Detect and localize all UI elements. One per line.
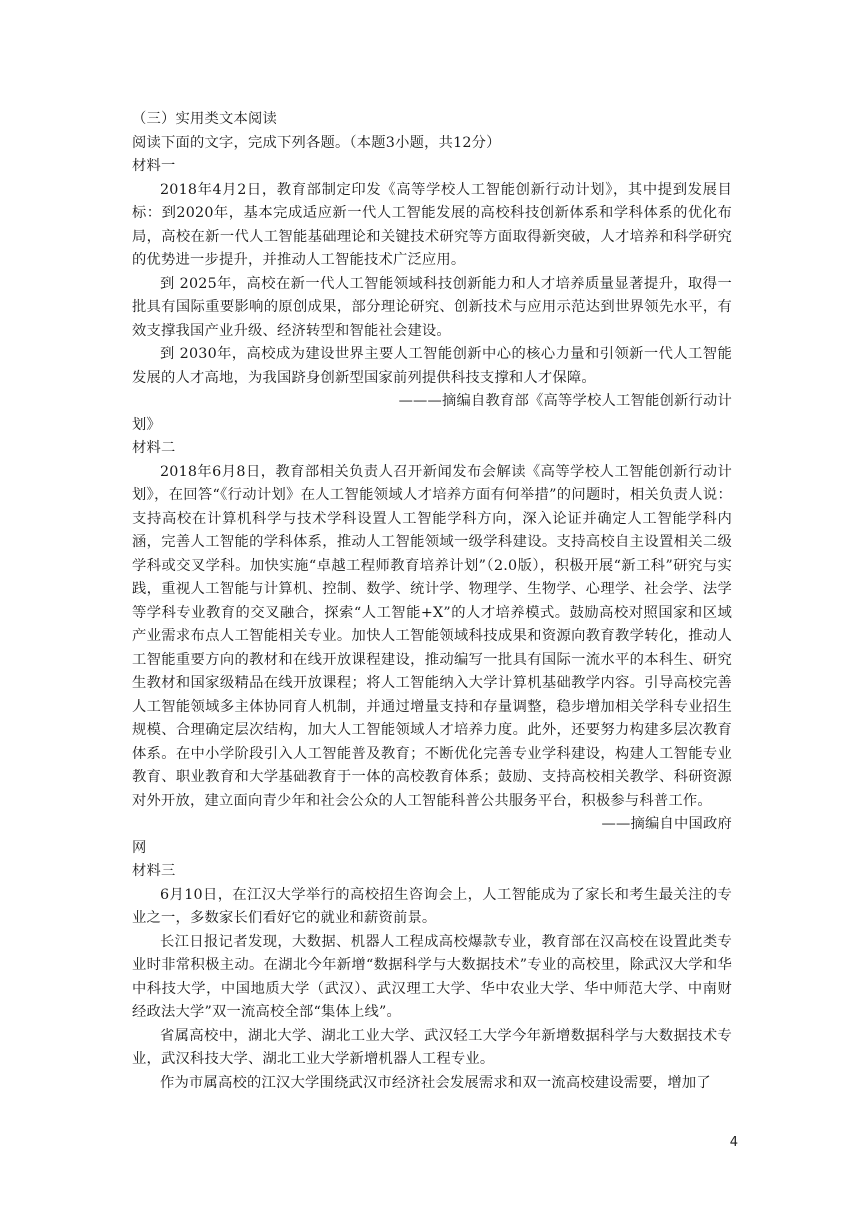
document-body [132,108,732,1095]
material-2-heading: 材料二 [132,440,176,456]
material-3-paragraph: 长江日报记者发现，大数据、机器人工程成高校爆款专业，教育部在汉高校在设置此类专业时非常积极主动。在湖北今年新增“数据科学与大数据技术”专业的高校里，除武汉大学和华中科技大学，中国地质大学（武汉）、武汉理工大学、华中农业大学、华中师范大学、中南财经政法大学”双一流高校全部“集体上线”。 [132,933,732,1020]
material-1-paragraph: 到 2025年，高校在新一代人工智能领域科技创新能力和人才培养质量显著提升，取得一批具有国际重要影响的原创成果，部分理论研究、创新技术与应用示范达到世界领先水平，有效支撑我国产业升级、经济转型和智能社会建设。 [132,275,732,339]
material-1-source-continued: 划》 [132,416,161,433]
material-1-paragraph: 2018年4月2日，教育部制定印发《高等学校人工智能创新行动计划》，其中提到发展目标：到2020年，基本完成适应新一代人工智能发展的高校科技创新体系和学科体系的优化布局，高校在新一代人工智能基础理论和关键技术研究等方面取得新突破，人才培养和科学研究的优势进一步提升，并推动人工智能技术广泛应用。 [132,181,732,268]
material-2-source-continued: 网 [132,839,147,856]
material-3-paragraph: 省属高校中，湖北大学、湖北工业大学、武汉轻工大学今年新增数据科学与大数据技术专业，武汉科技大学、湖北工业大学新增机器人工程专业。 [132,1027,732,1067]
instruction-text: 阅读下面的文字，完成下列各题。（本题3小题，共12分） [132,134,501,151]
material-3-heading: 材料三 [132,863,176,879]
material-3-paragraph: 作为市属高校的江汉大学围绕武汉市经济社会发展需求和双一流高校建设需要，增加了 [160,1074,711,1091]
material-2-paragraph: 2018年6月8日，教育部相关负责人召开新闻发布会解读《高等学校人工智能创新行动计划》，在回答“《行动计划》在人工智能领域人才培养方面有何举措”的问题时，相关负责人说：支持高校在计算机科学与技术学科设置人工智能学科方向，深入论证并确定人工智能学科内涵，完善人工智能的学科体系，推动人工智能领域一级学科建设。支持高校自主设置相关二级学科或交叉学科。加快实施“卓越工程师教育培养计划”（2.0版），积极开展“新工科”研究与实践，重视人工智能与计算机、控制、数学、统计学、物理学、生物学、心理学、社会学、法学等学科专业教育的交叉融合，探索“人工智能+X”的人才培养模式。鼓励高校对照国家和区域产业需求布点人工智能相关专业。加快人工智能领域科技成果和资源向教育教学转化，推动人工智能重要方向的教材和在线开放课程建设，推动编写一批具有国际一流水平的本科生、研究生教材和国家级精品在线开放课程；将人工智能纳入大学计算机基础教学内容。引导高校完善人工智能领域多主体协同育人机制，并通过增量支持和存量调整，稳步增加相关学科专业招生规模、合理确定层次结构，加大人工智能领域人才培养力度。此外，还要努力构建多层次教育体系。在中小学阶段引入人工智能普及教育；不断优化完善专业学科建设，构建人工智能专业教育、职业教育和大学基础教育于一体的高校教育体系；鼓励、支持高校相关教学、科研资源对外开放，建立面向青少年和社会公众的人工智能科普公共服务平台，积极参与科普工作。 [132,463,732,809]
material-2-source: ——摘编自中国政府 [601,816,732,832]
material-1-paragraph: 到 2030年，高校成为建设世界主要人工智能创新中心的核心力量和引领新一代人工智能发展的人才高地，为我国跻身创新型国家前列提供科技支撑和人才保障。 [132,346,732,386]
material-1-source: ———摘编自教育部《高等学校人工智能创新行动计 [398,393,732,409]
page-number: 4 [729,1135,738,1150]
material-3-paragraph: 6月10日，在江汉大学举行的高校招生咨询会上，人工智能成为了家长和考生最关注的专业之一，多数家长们看好它的就业和薪资前景。 [132,886,732,926]
section-title: （三）实用类文本阅读 [132,111,277,127]
material-1-heading: 材料一 [132,158,176,174]
